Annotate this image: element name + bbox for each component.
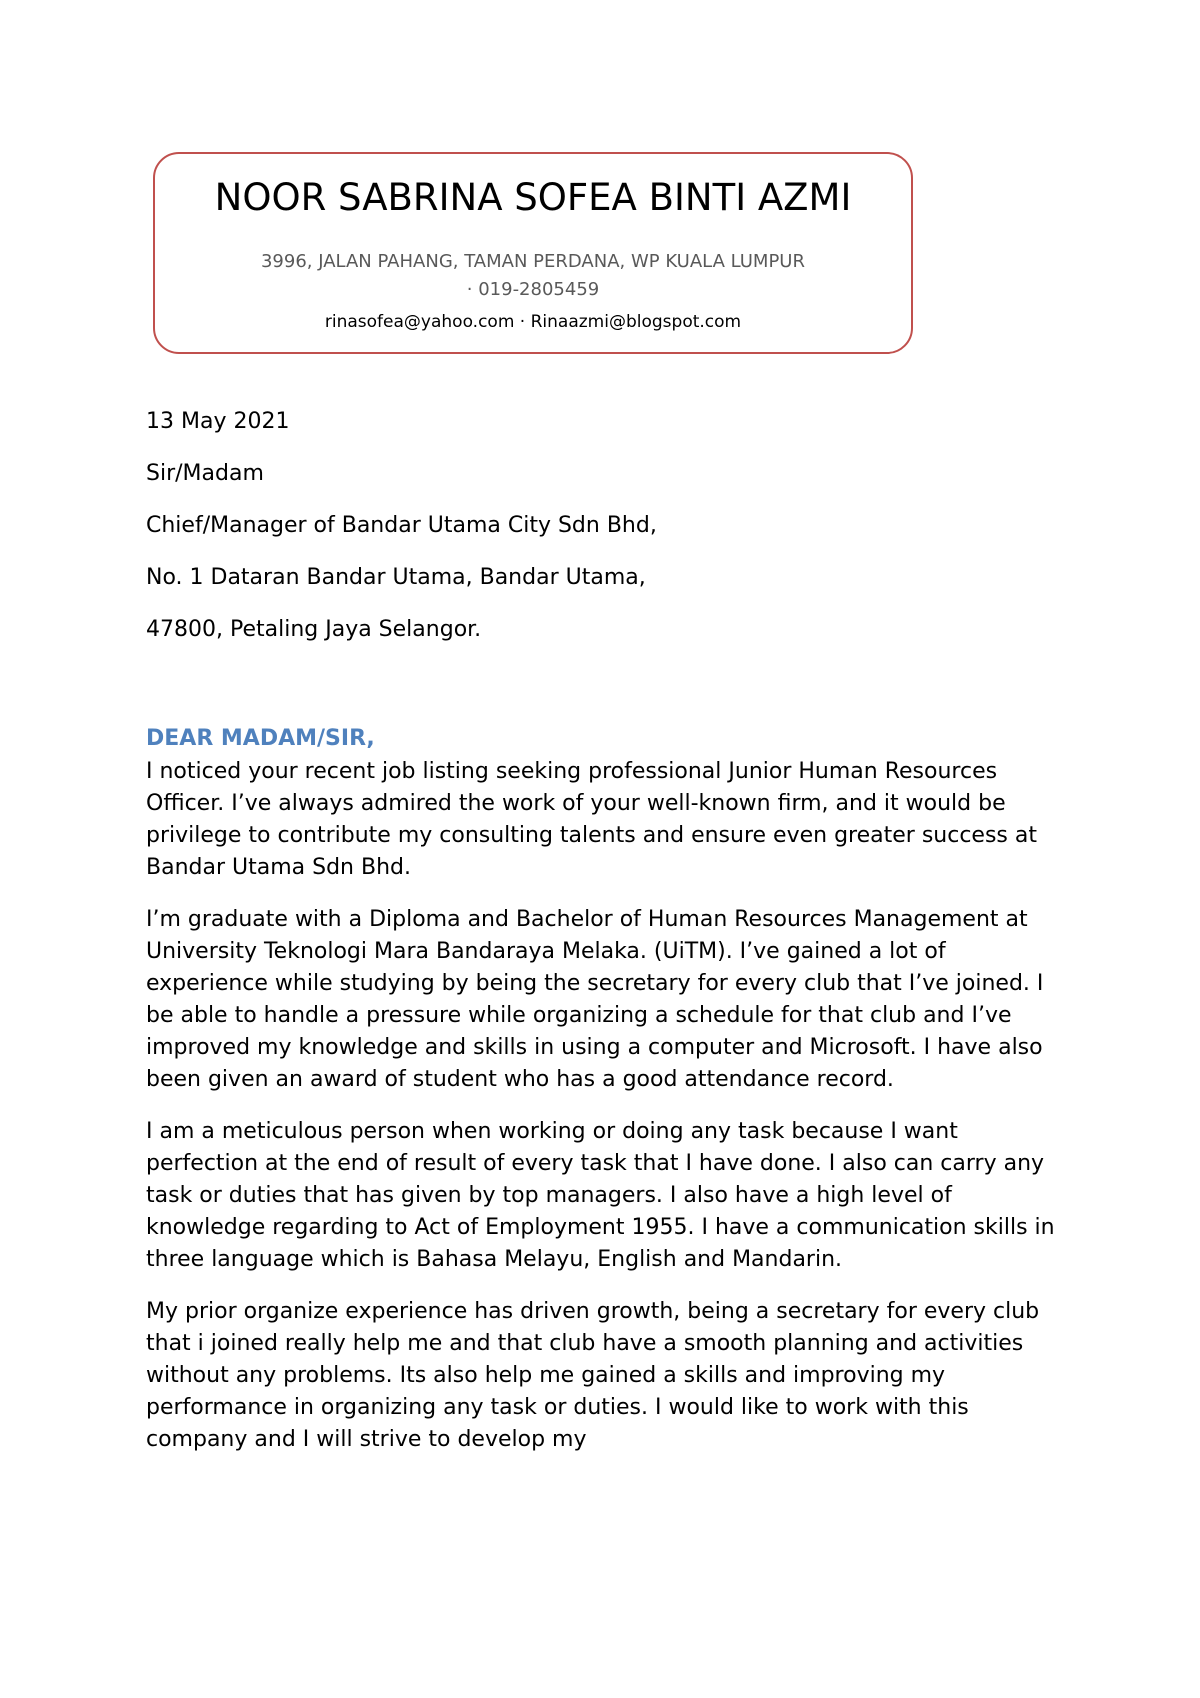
body-paragraph-qualities: I am a meticulous person when working or doing any task because I want perfection at the end of result of every task that I have done. I also can carry any task or duties that has given by top managers. I also have a high level of knowledge regarding to Act of Employment 1955. I have a communication skills in three language which is Bahasa Melayu, English and Mandarin. bbox=[146, 1119, 1055, 1272]
recipient-street: No. 1 Dataran Bandar Utama, Bandar Utama, bbox=[146, 565, 646, 590]
applicant-name: NOOR SABRINA SOFEA BINTI AZMI bbox=[214, 176, 852, 219]
email-address: rinasofea@yahoo.com bbox=[324, 312, 515, 332]
address-line: 3996, JALAN PAHANG, TAMAN PERDANA, WP KUALA LUMPUR bbox=[260, 251, 805, 272]
letter-date: 13 May 2021 bbox=[146, 409, 290, 434]
recipient-company: Chief/Manager of Bandar Utama City Sdn Bhd, bbox=[146, 513, 657, 538]
recipient-title: Sir/Madam bbox=[146, 461, 264, 486]
phone-number: · 019-2805459 bbox=[466, 279, 600, 300]
contact-separator: · bbox=[519, 312, 526, 332]
body-paragraph-experience: My prior organize experience has driven growth, being a secretary for every club that i joined really help me and that club have a smooth planning and activities without any problems. Its also help me gained a skills and improving my performance in organizing any task or duties. I would like to work with this company and I will strive to develop my bbox=[146, 1299, 1040, 1452]
contact-online bbox=[155, 308, 911, 336]
recipient-city: 47800, Petaling Jaya Selangor. bbox=[146, 617, 482, 642]
body-paragraph-intro: I noticed your recent job listing seeking professional Junior Human Resources Officer. I’ve always admired the work of your well-known firm, and it would be privilege to contribute my consulting talents and ensure even greater success at Bandar Utama Sdn Bhd. bbox=[146, 759, 1037, 880]
body-paragraph-education: I’m graduate with a Diploma and Bachelor of Human Resources Management at University Teknologi Mara Bandaraya Melaka. (UiTM). I’ve gained a lot of experience while studying by being the secretary for every club that I’ve joined. I be able to handle a pressure while organizing a schedule for that club and I’ve improved my knowledge and skills in using a computer and Microsoft. I have also been given an award of student who has a good attendance record. bbox=[146, 907, 1044, 1092]
letter-body bbox=[146, 756, 1066, 1476]
blog-address: Rinaazmi@blogspot.com bbox=[530, 312, 742, 332]
contact-header-box bbox=[153, 152, 913, 354]
salutation: DEAR MADAM/SIR, bbox=[146, 726, 375, 751]
contact-address bbox=[155, 248, 911, 304]
